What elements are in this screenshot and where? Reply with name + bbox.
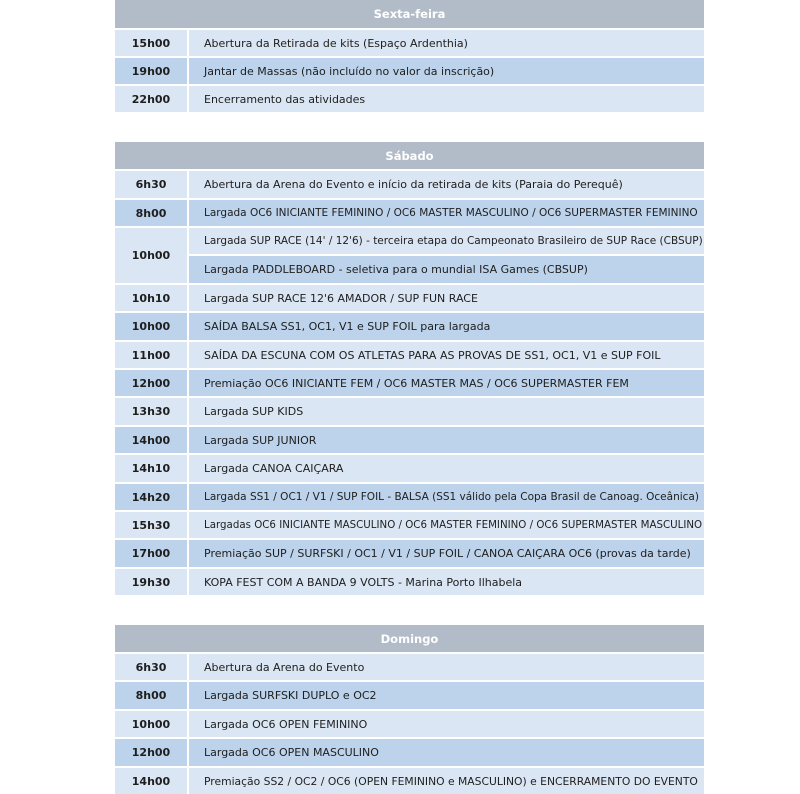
row-time: 12h00	[115, 738, 188, 767]
table-row	[115, 284, 704, 312]
row-description: SAÍDA DA ESCUNA COM OS ATLETAS PARA AS PROVAS DE SS1, OC1, V1 e SUP FOIL	[188, 341, 704, 369]
row-description: Largada SUP RACE (14' / 12'6) - terceira etapa do Campeonato Brasileiro de SUP Race (CBSUP)	[188, 227, 704, 255]
row-description: Abertura da Arena do Evento e início da retirada de kits (Paraia do Perequê)	[188, 170, 704, 199]
row-time: 6h30	[115, 653, 188, 681]
table-row	[115, 312, 704, 341]
section-title: Sábado	[115, 142, 704, 170]
row-time: 6h30	[115, 170, 188, 199]
row-description: Premiação SUP / SURFSKI / OC1 / V1 / SUP FOIL / CANOA CAIÇARA OC6 (provas da tarde)	[188, 539, 704, 568]
table-row	[115, 255, 704, 284]
row-time: 10h00	[115, 312, 188, 341]
section-title: Sexta-feira	[115, 0, 704, 29]
table-row	[115, 568, 704, 596]
table-row	[115, 454, 704, 483]
table-row	[115, 653, 704, 681]
row-description: Largada CANOA CAIÇARA	[188, 454, 704, 483]
row-description: Largada SURFSKI DUPLO e OC2	[188, 681, 704, 710]
row-description: SAÍDA BALSA SS1, OC1, V1 e SUP FOIL para largada	[188, 312, 704, 341]
section-header-sexta	[115, 0, 704, 29]
section-header-sabado	[115, 142, 704, 170]
row-time: 14h20	[115, 483, 188, 511]
row-description: Largada SUP RACE 12'6 AMADOR / SUP FUN RACE	[188, 284, 704, 312]
table-row	[115, 199, 704, 227]
row-time: 15h00	[115, 29, 188, 57]
table-row	[115, 227, 704, 255]
row-time: 22h00	[115, 85, 188, 113]
row-time: 13h30	[115, 397, 188, 426]
section-title: Domingo	[115, 625, 704, 653]
row-description: Largada SS1 / OC1 / V1 / SUP FOIL - BALSA (SS1 válido pela Copa Brasil de Canoag. Oceânica)	[188, 483, 704, 511]
row-description: Largada OC6 OPEN MASCULINO	[188, 738, 704, 767]
row-time: 12h00	[115, 369, 188, 397]
table-row	[115, 681, 704, 710]
row-time: 17h00	[115, 539, 188, 568]
section-spacer	[115, 596, 704, 625]
row-time: 10h00	[115, 227, 188, 284]
row-time: 14h10	[115, 454, 188, 483]
table-row	[115, 426, 704, 454]
row-time: 14h00	[115, 767, 188, 794]
row-description: Largada SUP JUNIOR	[188, 426, 704, 454]
row-description: Premiação OC6 INICIANTE FEM / OC6 MASTER MAS / OC6 SUPERMASTER FEM	[188, 369, 704, 397]
table-row	[115, 539, 704, 568]
table-row	[115, 483, 704, 511]
table-row	[115, 767, 704, 794]
row-description: Largadas OC6 INICIANTE MASCULINO / OC6 MASTER FEMININO / OC6 SUPERMASTER MASCULINO	[188, 511, 704, 539]
table-row	[115, 57, 704, 85]
row-time: 19h00	[115, 57, 188, 85]
table-row	[115, 29, 704, 57]
table-row	[115, 85, 704, 113]
row-description: Encerramento das atividades	[188, 85, 704, 113]
row-description: Abertura da Arena do Evento	[188, 653, 704, 681]
table-row	[115, 341, 704, 369]
row-description: Abertura da Retirada de kits (Espaço Ardenthia)	[188, 29, 704, 57]
row-time: 11h00	[115, 341, 188, 369]
section-spacer	[115, 113, 704, 142]
row-description: Largada OC6 INICIANTE FEMININO / OC6 MASTER MASCULINO / OC6 SUPERMASTER FEMININO	[188, 199, 704, 227]
table-row	[115, 738, 704, 767]
row-description: Largada OC6 OPEN FEMININO	[188, 710, 704, 738]
row-description: Largada PADDLEBOARD - seletiva para o mundial ISA Games (CBSUP)	[188, 255, 704, 284]
schedule-table	[115, 0, 704, 794]
table-row	[115, 170, 704, 199]
table-row	[115, 511, 704, 539]
row-time: 10h00	[115, 710, 188, 738]
row-description: Largada SUP KIDS	[188, 397, 704, 426]
row-description: Premiação SS2 / OC2 / OC6 (OPEN FEMININO e MASCULINO) e ENCERRAMENTO DO EVENTO	[188, 767, 704, 794]
table-row	[115, 710, 704, 738]
table-row	[115, 369, 704, 397]
row-time: 14h00	[115, 426, 188, 454]
row-time: 10h10	[115, 284, 188, 312]
row-time: 8h00	[115, 681, 188, 710]
table-row	[115, 397, 704, 426]
row-description: KOPA FEST COM A BANDA 9 VOLTS - Marina Porto Ilhabela	[188, 568, 704, 596]
row-time: 8h00	[115, 199, 188, 227]
row-time: 19h30	[115, 568, 188, 596]
row-time: 15h30	[115, 511, 188, 539]
section-header-domingo	[115, 625, 704, 653]
row-description: Jantar de Massas (não incluído no valor da inscrição)	[188, 57, 704, 85]
